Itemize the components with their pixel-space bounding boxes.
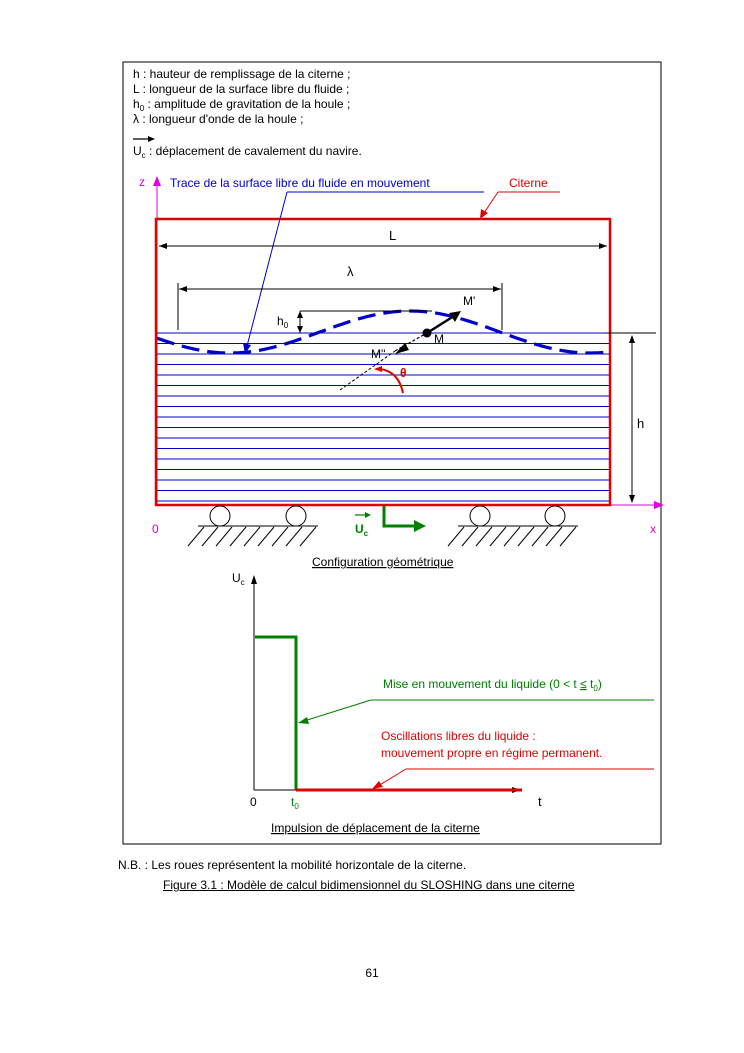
page-number: 61 [365,966,379,980]
M2-label: M'' [371,347,386,361]
red-label-1: Oscillations libres du liquide : [381,729,536,743]
legend-h0: $h_0$ : amplitude de gravitation de la houle ; [133,97,351,113]
ground-hatch [448,527,464,546]
L-label: L [389,228,397,243]
pulse-origin: 0 [250,795,257,809]
pulse-subtitle: Impulsion de déplacement de la citerne [271,821,480,835]
trace-label: Trace de la surface libre du fluide en mouvement [170,176,430,190]
uc-motion-arrow [384,506,416,526]
ground-hatch [490,527,506,546]
ground-hatch [216,527,232,546]
uc-label: $U_c$ [355,522,369,538]
ground-hatch [560,527,576,546]
red-leader [378,769,406,786]
ground-hatch [258,527,274,546]
wheel [286,506,306,526]
green-leader [304,700,371,721]
ground [188,526,578,546]
tank-leader [484,192,498,213]
ground-hatch [300,527,316,546]
pulse-step [255,637,296,790]
wheel [470,506,490,526]
pulse-t0: $t_0$ [291,795,299,811]
point-M [423,329,432,338]
legend-L: L : longueur de la surface libre du fluide ; [133,82,350,96]
ground-hatch [476,527,492,546]
h0-label: $h_0$ [277,314,289,330]
M-label: M [434,332,444,346]
legend-lambda: λ : longueur d'onde de la houle ; [133,112,304,126]
ground-hatch [230,527,246,546]
ground-hatch [518,527,534,546]
h-label: h [637,416,645,431]
green-label: Mise en mouvement du liquide $(0 < t \le t_0)$ [383,677,602,693]
ground-hatch [462,527,478,546]
geometric-subtitle: Configuration géométrique [312,555,454,569]
vector-M-M1 [427,316,454,333]
legend-uc: $U_c$ : déplacement de cavalement du navire. [133,144,362,160]
ground-hatch [272,527,288,546]
ground-hatch [188,527,204,546]
red-label-2: mouvement propre en régime permanent. [381,746,603,760]
figure-note: N.B. : Les roues représentent la mobilité horizontale de la citerne. [118,858,467,872]
z-axis-label: z [139,175,145,189]
figure-caption: Figure 3.1 : Modèle de calcul bidimensionnel du SLOSHING dans une citerne [163,878,575,892]
ground-hatch [202,527,218,546]
ground-hatch [546,527,562,546]
lambda-label: λ [347,264,354,279]
wheels [210,506,565,526]
ground-hatch [504,527,520,546]
ground-hatch [532,527,548,546]
legend-h: h : hauteur de remplissage de la citerne ; [133,67,351,81]
pulse-x-label: t [538,794,542,809]
origin-label: 0 [152,522,159,536]
tank [156,219,610,505]
wheel [210,506,230,526]
legend [133,67,362,160]
theta-label: θ [400,366,407,380]
x-axis-label: x [650,522,656,536]
wheel [545,506,565,526]
ground-hatch [286,527,302,546]
M1-label: M' [463,294,476,308]
vector-M-M2 [395,343,409,354]
ground-hatch [244,527,260,546]
tank-label: Citerne [509,176,548,190]
geometric-diagram [139,175,664,569]
pulse-plot [232,571,654,835]
pulse-y-label: $U_c$ [232,571,245,587]
